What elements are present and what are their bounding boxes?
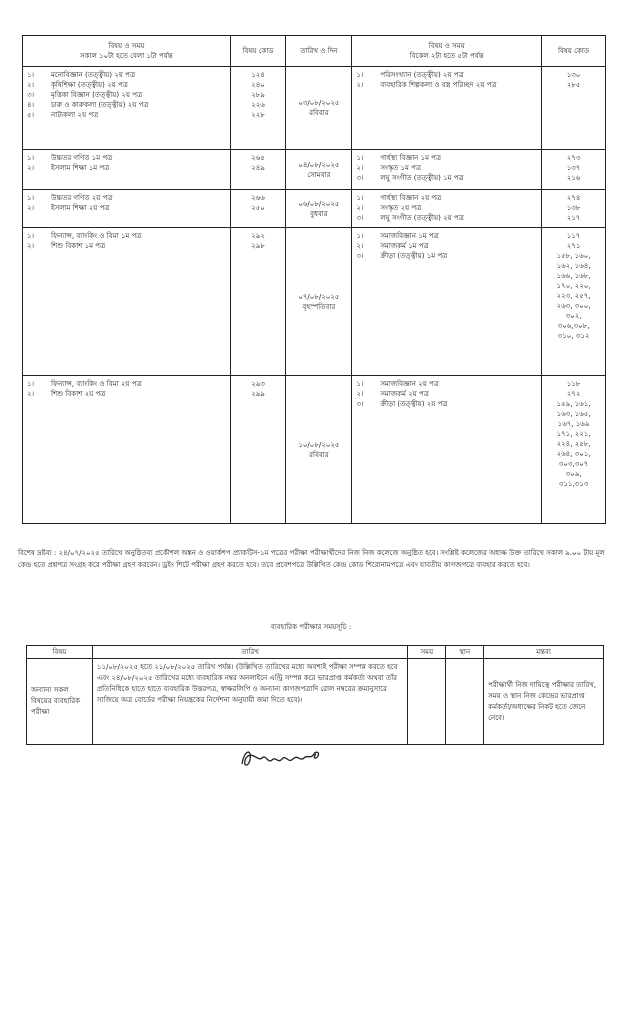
subject-name: শিশু বিকাশ ২য় পত্র: [51, 390, 106, 398]
afternoon-subjects: [352, 67, 542, 150]
practical-remark-header: মন্তব্য: [484, 646, 604, 659]
subject-name: সমাজকর্ম ২য় পত্র: [380, 390, 429, 398]
subject-name: চারু ও কারুকলা (তত্ত্বীয়) ২য় পত্র: [51, 101, 149, 109]
subject-item: [27, 193, 226, 203]
subject-code: ১৩৭: [566, 164, 581, 172]
subject-code: ১৬২, ১৬৪,: [556, 262, 591, 270]
subject-code: ২৬৫: [251, 154, 265, 162]
date-value: ১০/০৮/২০২৫: [298, 440, 340, 449]
subject-number: ৩।: [356, 252, 364, 260]
practical-date-text: ১১/০৮/২০২৫ হতে ২১/০৮/২০২৫ তারিখ পর্যন্ত। (উল্লিখিত তারিখের মধ্যে অবশ্যই পরীক্ষা সম্পন্ন করতে হবে এবং ২৪/০৮/২০২৫ তারিখের মধ্যে ব্যবহারিক নম্বর অনলাইনে এন্ট্রি সম্পন্ন করে ভারপ্রাপ্ত কর্মকর্তা অথবা তাঁর প্রতিনিধিকে হাতে হাতে ব্যবহারিক উত্তরপত্র, স্বাক্ষরলিপি ও অন্যান্য কাগজপত্রাদি রোল নম্বরের ক্রমানুসারে সাজিয়ে অত্র বোর্ডের পরীক্ষা নিয়ন্ত্রকের নির্দেশনা অনুযায়ী জমা দিতে হবে)।: [92, 659, 407, 745]
afternoon-codes: [542, 150, 606, 190]
subject-name: উচ্চতর গণিত ১ম পত্র: [51, 154, 113, 162]
subject-item: [27, 379, 226, 389]
exam-date: [286, 190, 352, 228]
subject-code: ২৯৩: [251, 380, 265, 388]
subject-code: ২৯৮: [251, 242, 265, 250]
subject-number: ২।: [356, 242, 364, 250]
exam-table-header-row: [23, 36, 606, 67]
exam-row: [23, 67, 606, 150]
subject-code: ২৪৯: [251, 164, 265, 172]
afternoon-codes: [542, 67, 606, 150]
subject-code: ১৭০, ২২০,: [556, 282, 591, 290]
exam-date: [286, 376, 352, 524]
subject-number: ১।: [356, 232, 364, 240]
practical-row: [27, 659, 604, 745]
subject-code: ৩১১,৩১৩: [558, 480, 589, 488]
subject-item: [356, 213, 537, 223]
practical-remark: পরীক্ষার্থী নিজ দায়িত্বে পরীক্ষার তারিখ, সময় ও স্থান নিজ কেন্দ্রের ভারপ্রাপ্ত কর্মকর্তা/অধ্যক্ষের নিকট হতে জেনে নেবে।: [484, 659, 604, 745]
subject-number: ২।: [27, 390, 35, 398]
subject-number: ১।: [356, 194, 364, 202]
subject-code: ১৫৯, ১৬১,: [556, 400, 591, 408]
subject-number: ১।: [27, 194, 35, 202]
subject-code: ২৬৩, ৩০০,: [556, 302, 591, 310]
practical-date-header: তারিখ: [92, 646, 407, 659]
practical-subject-header: বিষয়: [27, 646, 93, 659]
subject-item: [27, 163, 226, 173]
afternoon-subjects: [352, 190, 542, 228]
afternoon-subjects: [352, 376, 542, 524]
morning-codes: [230, 150, 286, 190]
date-header: তারিখ ও দিন: [286, 36, 352, 67]
subject-code: ৩০৬,৩০৮,: [557, 322, 590, 330]
subject-code: ৩০৩,৩০৭: [558, 460, 589, 468]
subject-code: ১২৪: [251, 71, 265, 79]
exam-schedule-table: [22, 35, 606, 524]
date-value: ০৬/০৮/২০২৫: [298, 199, 340, 208]
subject-code: ২৬৪, ৩০১,: [556, 450, 591, 458]
morning-subjects: [23, 190, 231, 228]
subject-number: ১।: [27, 232, 35, 240]
subject-item: [27, 110, 226, 120]
subject-code: ২২৬: [251, 101, 265, 109]
subject-name: সমাজবিজ্ঞান ২য় পত্র: [380, 380, 439, 388]
subject-name: শিশু বিকাশ ১ম পত্র: [51, 242, 106, 250]
morning-codes: [230, 376, 286, 524]
subject-number: ৫।: [27, 111, 35, 119]
subject-code: ২১৭: [566, 214, 581, 222]
subject-code: ৩০৯,: [565, 470, 582, 478]
practical-subject: অন্যান্য সকল বিষয়ের ব্যবহারিক পরীক্ষা: [27, 659, 93, 745]
practical-place-header: স্থান: [446, 646, 484, 659]
subject-name: সংস্কৃত ১ম পত্র: [380, 164, 422, 172]
subject-number: ১।: [27, 154, 35, 162]
subject-code: ১৬৬, ১৬৮,: [556, 272, 591, 280]
subject-number: ৩।: [27, 91, 35, 99]
subject-code: ৩০২,: [565, 312, 582, 320]
practical-title: ব্যবহারিক পরীক্ষার সময়সূচি :: [270, 623, 352, 631]
subject-item: [356, 70, 537, 80]
morning-code-header: বিষয় কোড: [230, 36, 286, 67]
subject-number: ৩।: [356, 400, 364, 408]
exam-row: [23, 228, 606, 376]
subject-number: ২।: [356, 390, 364, 398]
subject-code: ২৪০: [251, 81, 265, 89]
morning-codes: [230, 228, 286, 376]
subject-code: ১৭১, ২২১,: [556, 430, 591, 438]
morning-codes: [230, 190, 286, 228]
subject-code: ২৯৯: [251, 390, 265, 398]
exam-date: [286, 67, 352, 150]
subject-item: [356, 153, 537, 163]
subject-number: ১।: [27, 71, 35, 79]
subject-name: মৃত্তিকা বিজ্ঞান (তত্ত্বীয়) ২য় পত্র: [51, 91, 143, 99]
subject-code: ২২৮: [251, 111, 265, 119]
signature-drawing: [238, 742, 328, 772]
exam-row: [23, 376, 606, 524]
date-value: ০৪/০৮/২০২৫: [298, 160, 340, 169]
subject-number: ৩।: [356, 214, 364, 222]
subject-number: ৪।: [27, 101, 35, 109]
subject-code: ১৩৮: [566, 204, 581, 212]
subject-item: [356, 389, 537, 399]
subject-name: গার্হস্থ্য বিজ্ঞান ২য় পত্র: [380, 194, 442, 202]
practical-schedule-table: [26, 645, 604, 745]
subject-code: ২৭২: [566, 390, 581, 398]
subject-number: ২।: [27, 242, 35, 250]
subject-code: ২৫০: [251, 204, 265, 212]
subject-name: নাট্যকলা ২য় পত্র: [51, 111, 99, 119]
subject-code: ২৭৪: [566, 194, 581, 202]
subject-item: [356, 163, 537, 173]
subject-code: ২২৪, ২৫৮,: [556, 440, 591, 448]
subject-name: সংস্কৃত ২য় পত্র: [380, 204, 422, 212]
morning-header: বিষয় ও সময় সকাল ১০টা হতে বেলা ১টা পর্যন্ত: [23, 36, 231, 67]
subject-code: ২৭১: [566, 242, 581, 250]
date-value: ০৭/০৮/২০২৫: [298, 292, 340, 301]
subject-number: ১।: [27, 380, 35, 388]
subject-item: [356, 231, 537, 241]
subject-item: [356, 173, 537, 183]
subject-name: সমাজবিজ্ঞান ১ম পত্র: [380, 232, 439, 240]
subject-number: ১।: [356, 154, 364, 162]
subject-code: ৩১০, ৩১২: [557, 332, 590, 340]
subject-code: ২৯২: [251, 232, 265, 240]
subject-name: গার্হস্থ্য বিজ্ঞান ১ম পত্র: [380, 154, 442, 162]
day-value: রবিবার: [309, 109, 329, 117]
afternoon-subjects: [352, 228, 542, 376]
exam-row: [23, 150, 606, 190]
subject-name: ক্রীড়া (তত্ত্বীয়) ১ম পত্র: [380, 252, 448, 260]
subject-item: [27, 90, 226, 100]
subject-name: লঘু সংগীত (তত্ত্বীয়) ১ম পত্র: [380, 174, 464, 182]
subject-number: ৩।: [356, 174, 364, 182]
subject-number: ২।: [27, 204, 35, 212]
afternoon-codes: [542, 376, 606, 524]
subject-name: পরিসংখ্যান (তত্ত্বীয়) ২য় পত্র: [380, 71, 464, 79]
subject-code: ২৭৩: [566, 154, 581, 162]
exam-date: [286, 150, 352, 190]
subject-item: [356, 80, 537, 90]
subject-code: ১৬৩, ১৬৫,: [556, 410, 591, 418]
subject-item: [27, 100, 226, 110]
subject-name: উচ্চতর গণিত ২য় পত্র: [51, 194, 113, 202]
subject-code: ১৫৮, ১৬০,: [556, 252, 591, 260]
subject-code: ২১৬: [566, 174, 581, 182]
practical-time-header: সময়: [408, 646, 446, 659]
subject-name: মনোবিজ্ঞান (তত্ত্বীয়) ২য় পত্র: [51, 71, 136, 79]
subject-item: [27, 231, 226, 241]
subject-name: ইসলাম শিক্ষা ২য় পত্র: [51, 204, 110, 212]
subject-number: ১।: [356, 71, 364, 79]
subject-item: [356, 399, 537, 409]
subject-code: ১১৮: [566, 380, 581, 388]
morning-codes: [230, 67, 286, 150]
subject-name: ফিন্যান্স, ব্যাংকিং ও বিমা ২য় পত্র: [51, 380, 142, 388]
subject-item: [27, 241, 226, 251]
subject-item: [356, 193, 537, 203]
subject-code: ২৮৫: [566, 81, 581, 89]
subject-item: [27, 389, 226, 399]
afternoon-codes: [542, 190, 606, 228]
morning-subjects: [23, 228, 231, 376]
afternoon-code-header: বিষয় কোড: [542, 36, 606, 67]
morning-subjects: [23, 67, 231, 150]
subject-code: ১৬৭, ১৬৯: [557, 420, 590, 428]
exam-row: [23, 190, 606, 228]
practical-header-row: [27, 646, 604, 659]
practical-place: [446, 659, 484, 745]
subject-code: ১৩০: [566, 71, 581, 79]
subject-name: ইসলাম শিক্ষা ১ম পত্র: [51, 164, 110, 172]
morning-subjects: [23, 376, 231, 524]
subject-number: ১।: [356, 380, 364, 388]
subject-number: ২।: [356, 164, 364, 172]
afternoon-subjects: [352, 150, 542, 190]
day-value: সোমবার: [307, 170, 331, 179]
subject-name: লঘু সংগীত (তত্ত্বীয়) ২য় পত্র: [380, 214, 464, 222]
signature: [238, 742, 328, 776]
subject-name: ফিন্যান্স, ব্যাংকিং ও বিমা ১ম পত্র: [51, 232, 142, 240]
subject-item: [356, 203, 537, 213]
subject-code: ১১৭: [566, 232, 581, 240]
subject-code: ২৬৬: [251, 194, 265, 202]
subject-item: [356, 241, 537, 251]
afternoon-codes: [542, 228, 606, 376]
subject-item: [27, 80, 226, 90]
afternoon-header: বিষয় ও সময় বিকেল ২টা হতে ৫টা পর্যন্ত: [352, 36, 542, 67]
day-value: বুধবার: [310, 209, 328, 218]
subject-code: ২৮৯: [251, 91, 265, 99]
subject-name: কৃষিশিক্ষা (তত্ত্বীয়) ২য় পত্র: [51, 81, 128, 89]
subject-item: [356, 251, 537, 261]
subject-number: ২।: [356, 81, 364, 89]
exam-date: [286, 228, 352, 376]
subject-number: ২।: [27, 164, 35, 172]
day-value: বৃহস্পতিবার: [302, 302, 336, 311]
subject-item: [356, 379, 537, 389]
subject-item: [27, 70, 226, 80]
subject-name: ক্রীড়া (তত্ত্বীয়) ২য় পত্র: [380, 400, 448, 408]
subject-number: ২।: [356, 204, 364, 212]
subject-item: [27, 203, 226, 213]
subject-name: সমাজকর্ম ১ম পত্র: [380, 242, 429, 250]
day-value: রবিবার: [309, 450, 329, 459]
subject-name: ব্যবহারিক শিল্পকলা ও বস্ত্র পরিচ্ছদ ২য় পত্র: [380, 81, 497, 89]
morning-subjects: [23, 150, 231, 190]
subject-code: ২২৩, ২৫৭,: [556, 292, 591, 300]
practical-time: [408, 659, 446, 745]
subject-number: ২।: [27, 81, 35, 89]
special-note: বিশেষ দ্রষ্টব্য : ২৪/০৭/২০২৫ তারিখে অনুষ্ঠিতব্য প্রকৌশল অঙ্কন ও ওয়ার্কশপ প্র্যাকটিস-১ম পত্রের পরীক্ষা পরীক্ষার্থীদের নিজ নিজ কলেজে অনুষ্ঠিত হবে। সংশ্লিষ্ট কলেজের অধ্যক্ষ উক্ত তারিখে সকাল ৯.০০ টায় মূল কেন্দ্র হতে প্রশ্নপত্র সংগ্রহ করে পরীক্ষা গ্রহণ করবেন। ড্রইং শিটে পরীক্ষা গ্রহণ করতে হবে। তবে প্রবেশপত্রে উল্লিখিত কেন্দ্র কোড শিরোনামপত্রে এবং যাবতীয় কাগজপত্রে ব্যবহার করতে হবে।: [18, 549, 605, 569]
date-value: ০৩/০৮/২০২৫: [298, 99, 340, 107]
subject-item: [27, 153, 226, 163]
